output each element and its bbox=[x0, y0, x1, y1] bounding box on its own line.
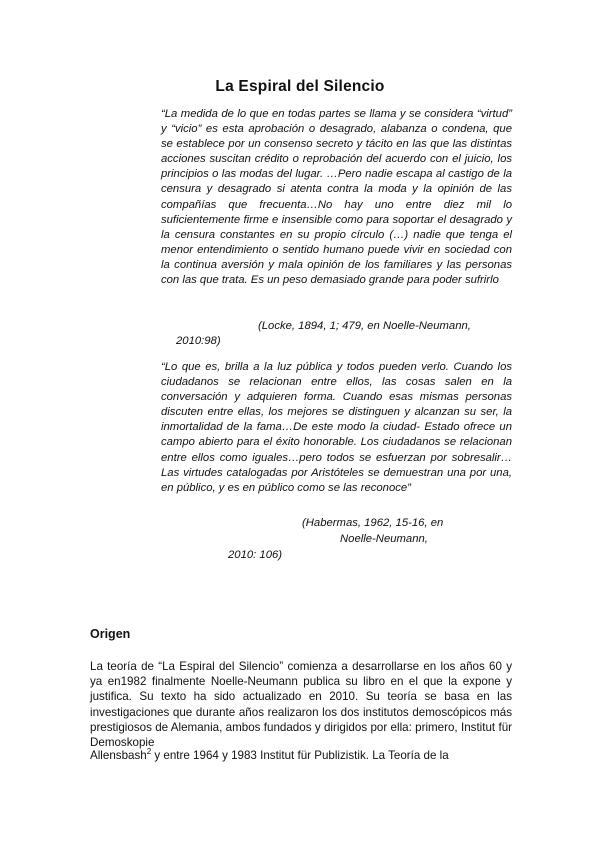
page-title bbox=[0, 78, 600, 96]
citation-habermas-line2: Noelle-Neumann, bbox=[340, 533, 428, 545]
page-title-text: La Espiral del Silencio bbox=[215, 78, 385, 95]
citation-habermas-line1: (Habermas, 1962, 15-16, en bbox=[302, 517, 444, 529]
paragraph2-end: y entre 1964 y 1983 Institut für Publizistik. La Teoría de la bbox=[151, 749, 449, 762]
body-paragraph-2 bbox=[90, 748, 512, 763]
quote-locke: “La medida de lo que en todas partes se llama y se considera “virtud” y “vicio” es esta aprobación o desagrado, alabanza o condena, que se establece por un consenso secreto y tácito en las que las distintas acciones suscitan crédito o reprobación del acuerdo con el juicio, los principios o las modas del lugar. …Pero nadie escapa al castigo de la censura y desagrado si atenta contra la moda y la opinión de las compañías que frecuenta…No hay uno entre diez mil lo suficientemente firme e insensible como para soportar el desagrado y la censura constantes en su propio círculo (…) nadie que tenga el menor entendimiento o sentido humano puede vivir en sociedad con la continua aversión y mala opinión de los familiares y las personas con las que trata. Es un peso demasiado grande para poder sufrirlo bbox=[161, 108, 512, 287]
quote-habermas: “Lo que es, brilla a la luz pública y todos pueden verlo. Cuando los ciudadanos se relacionan entre ellos, las cosas salen en la conversación y adquieren forma. Cuando esas mismas personas discuten entre ellas, los mejores se distinguen y alcanzan su ser, la inmortalidad de la fama…De este modo la ciudad- Estado ofrece un campo abierto para el éxito honorable. Los ciudadanos se relacionan entre ellos como iguales…pero todos se esfuerzan por sobresalir…Las virtudes catalogadas por Aristóteles se demuestran una por una, en público, y es en público como se las reconoce” bbox=[161, 361, 512, 494]
citation-locke-line1: (Locke, 1894, 1; 479, en Noelle-Neumann, bbox=[258, 320, 471, 332]
citation-locke-line2: 2010:98) bbox=[176, 335, 221, 347]
paragraph2-start: Allensbash bbox=[90, 749, 147, 762]
footnote-mark: 2 bbox=[146, 747, 152, 757]
citation-habermas-line3: 2010: 106) bbox=[228, 549, 283, 561]
section-heading-origen: Origen bbox=[90, 627, 131, 641]
body-paragraph-1: La teoría de “La Espiral del Silencio” comienza a desarrollarse en los años 60 y ya en1982 finalmente Noelle-Neumann publica su libro en el que la expone y justifica. Su texto ha sido actualizado en 2010. Su teoría se basa en las investigaciones que durante años realizaron los dos institutos demoscópicos más prestigiosos de Alemania, ambos fundados y dirigidos por ella: primero, Institut für Demoskopie bbox=[90, 660, 512, 750]
